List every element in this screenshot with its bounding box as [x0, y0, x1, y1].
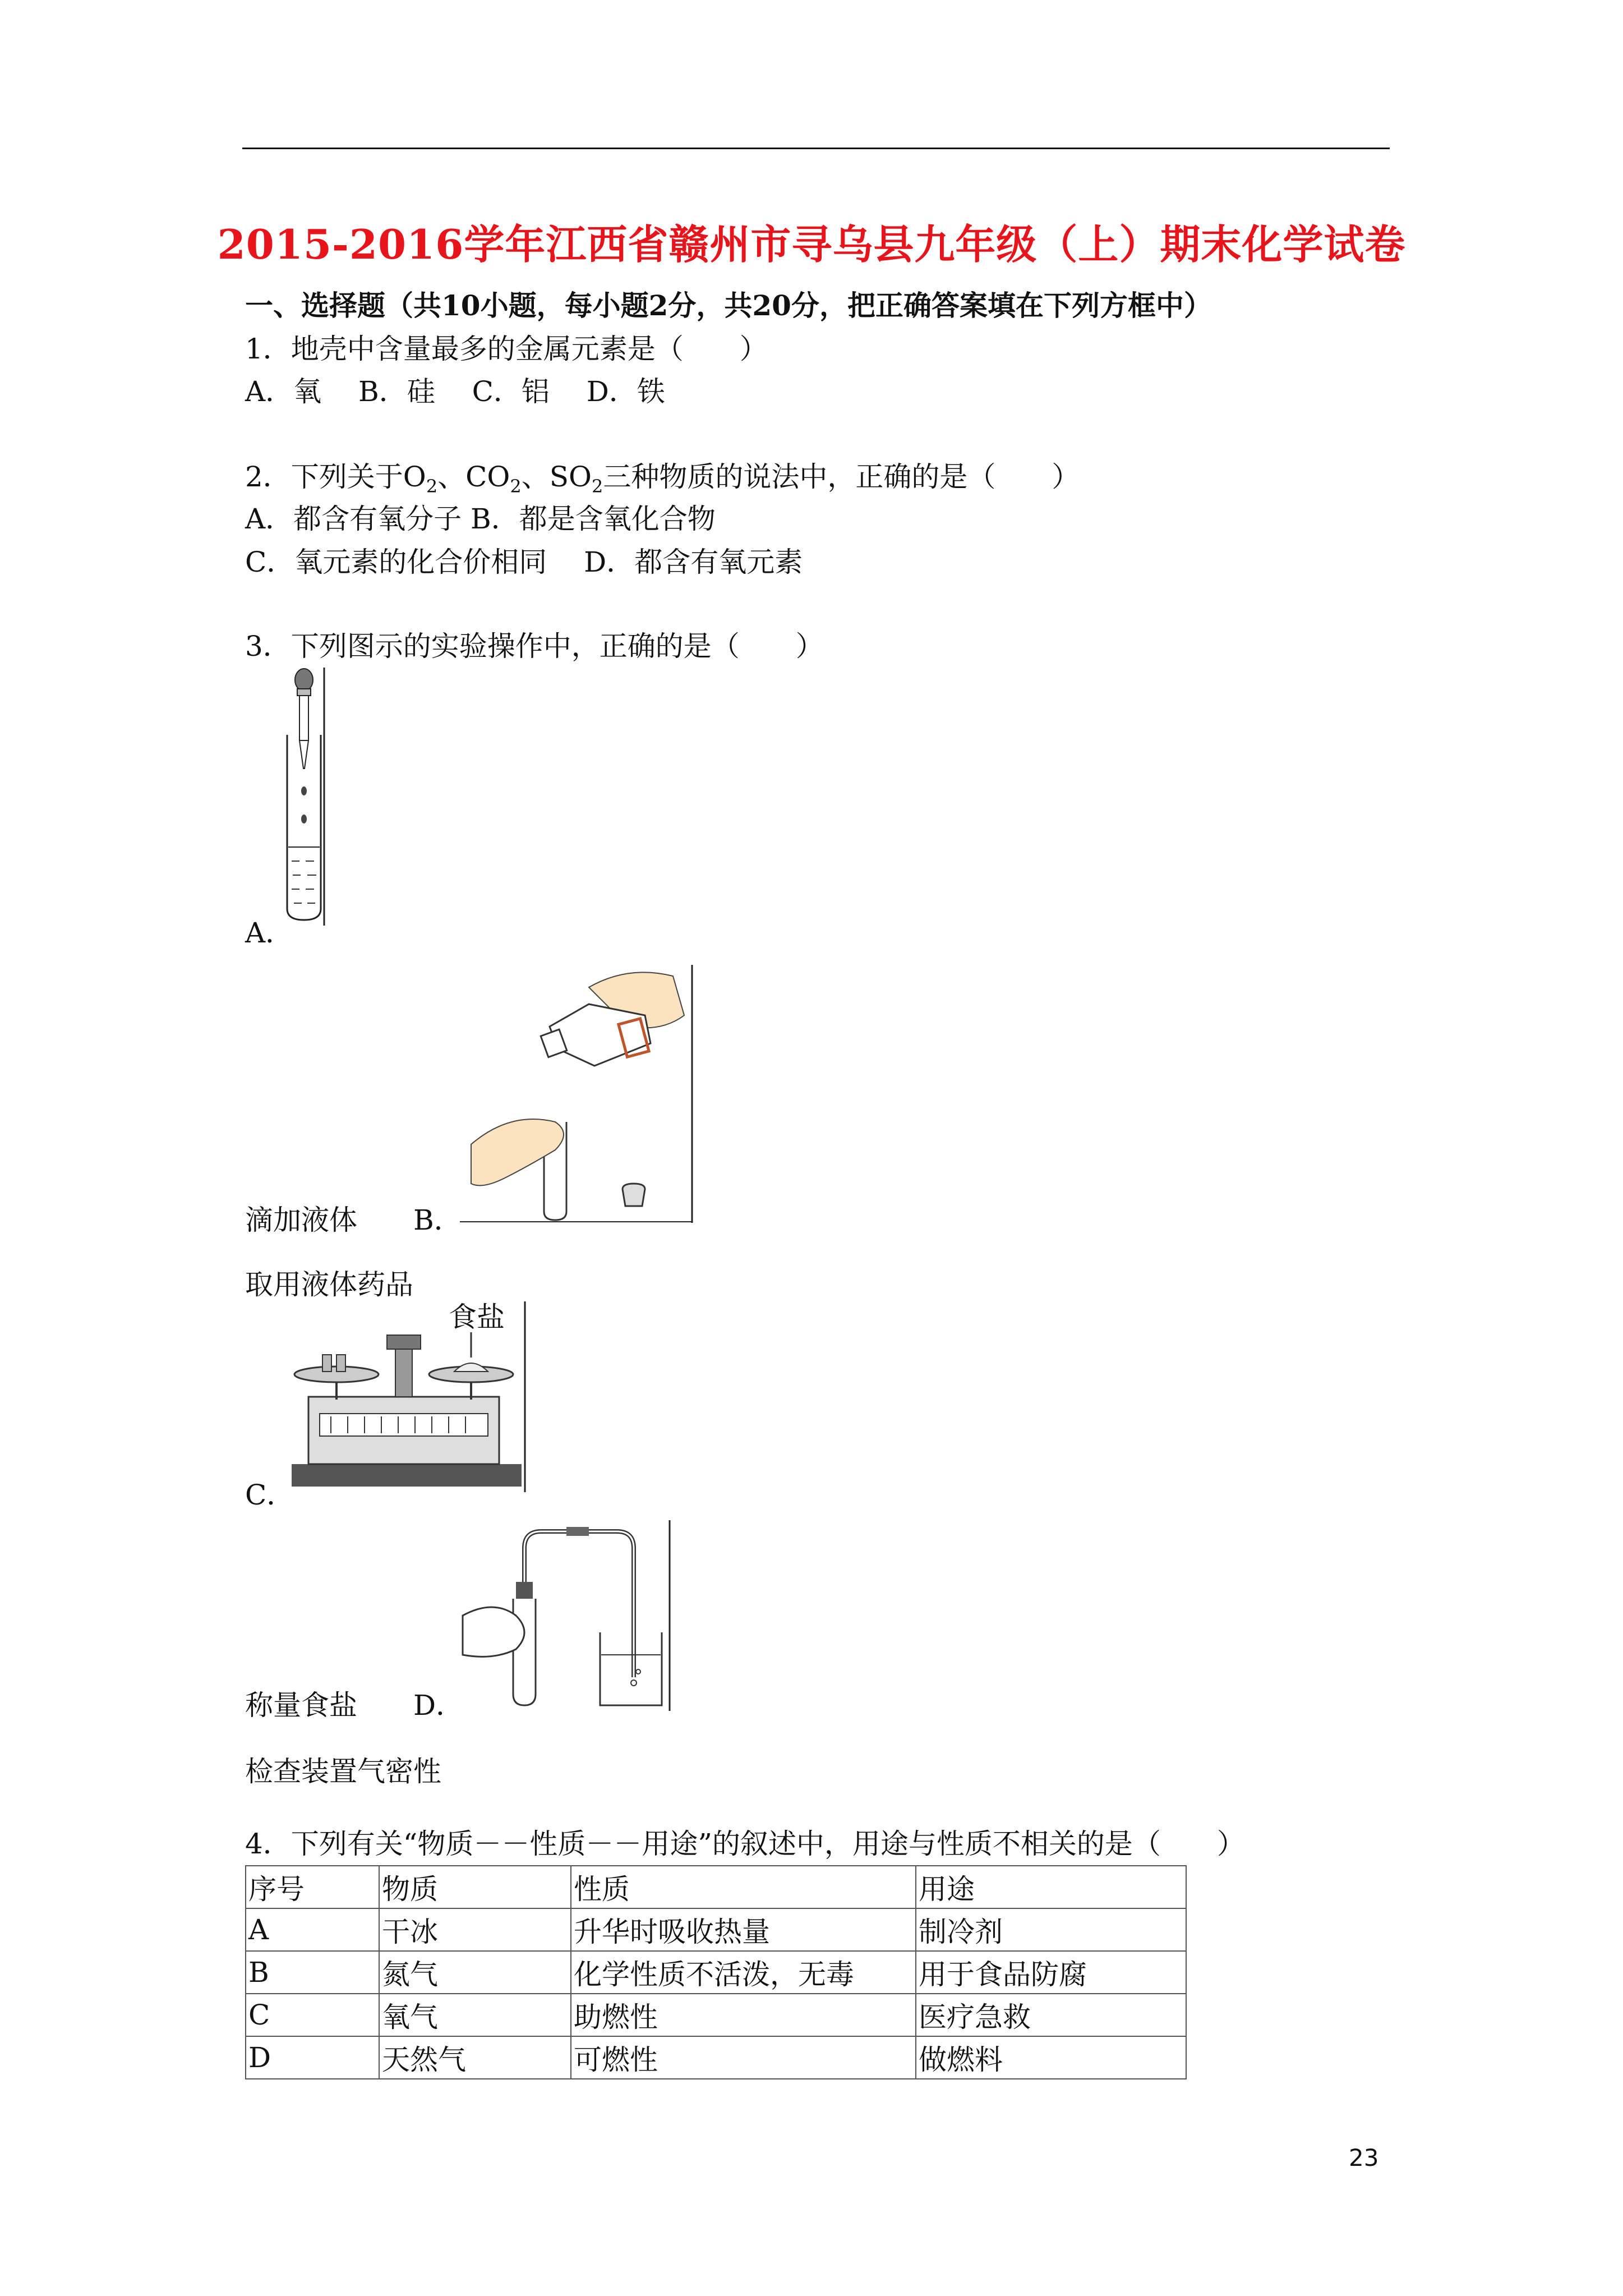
- table-cell: 可燃性: [571, 2036, 916, 2079]
- dropper-figure: [275, 668, 331, 926]
- table-cell: 制冷剂: [916, 1908, 1186, 1951]
- q4-table: [245, 1865, 1187, 2079]
- q3-a-label: A．: [245, 917, 294, 949]
- table-cell: 用于食品防腐: [916, 1951, 1186, 1994]
- q2-options-ab: A．都含有氧分子 B．都是含氧化合物: [245, 503, 716, 535]
- table-row: [246, 1994, 1186, 2036]
- table-cell: 干冰: [379, 1908, 571, 1951]
- section-heading: 一、选择题（共10小题，每小题2分，共20分，把正确答案填在下列方框中）: [245, 289, 1212, 322]
- q4-stem: 4．下列有关“物质－－性质－－用途”的叙述中，用途与性质不相关的是（ ）: [245, 1828, 1245, 1860]
- table-cell: A: [246, 1908, 379, 1951]
- table-header-cell: 用途: [916, 1866, 1186, 1908]
- pouring-figure: [460, 965, 695, 1223]
- table-cell: 化学性质不活泼，无毒: [571, 1951, 916, 1994]
- airtightness-figure: [460, 1520, 673, 1711]
- table-row: [246, 1951, 1186, 1994]
- balance-figure: [286, 1301, 527, 1492]
- table-cell: 氮气: [379, 1951, 571, 1994]
- q2-stem: 2．下列关于$O_2$、$CO_2$、$SO_2$三种物质的说法中，正确的是（ ）: [245, 461, 1080, 497]
- q3-c-caption-row: 称量食盐 D．: [245, 1689, 464, 1722]
- salt-label: 食盐: [449, 1301, 505, 1333]
- q3-a-caption-row: 滴加液体 B．: [245, 1204, 462, 1236]
- table-cell: 医疗急救: [916, 1994, 1186, 2036]
- table-header-row: [246, 1866, 1186, 1908]
- exam-title: 2015-2016学年江西省赣州市寻乌县九年级（上）期末化学试卷: [217, 220, 1406, 268]
- table-row: [246, 2036, 1186, 2079]
- table-cell: B: [246, 1951, 379, 1994]
- q1-stem: 1．地壳中含量最多的金属元素是（ ）: [245, 333, 768, 365]
- header-rule: [242, 148, 1390, 149]
- page-number: 23: [1349, 2144, 1379, 2171]
- table-cell: 做燃料: [916, 2036, 1186, 2079]
- table-row: [246, 1908, 1186, 1951]
- table-cell: 升华时吸收热量: [571, 1908, 916, 1951]
- table-cell: 氧气: [379, 1994, 571, 2036]
- q3-c-label: C．: [245, 1479, 295, 1511]
- table-header-cell: 序号: [246, 1866, 379, 1908]
- q2-options-cd: C．氧元素的化合价相同 D．都含有氧元素: [245, 546, 803, 578]
- q3-d-caption: 检查装置气密性: [245, 1755, 441, 1788]
- table-cell: 助燃性: [571, 1994, 916, 2036]
- table-header-cell: 物质: [379, 1866, 571, 1908]
- q1-options: A．氧 B．硅 C．铝 D．铁: [245, 375, 665, 408]
- q3-stem: 3．下列图示的实验操作中，正确的是（ ）: [245, 630, 824, 662]
- table-cell: 天然气: [379, 2036, 571, 2079]
- table-cell: D: [246, 2036, 379, 2079]
- table-cell: C: [246, 1994, 379, 2036]
- table-header-cell: 性质: [571, 1866, 916, 1908]
- q3-b-caption: 取用液体药品: [245, 1268, 413, 1301]
